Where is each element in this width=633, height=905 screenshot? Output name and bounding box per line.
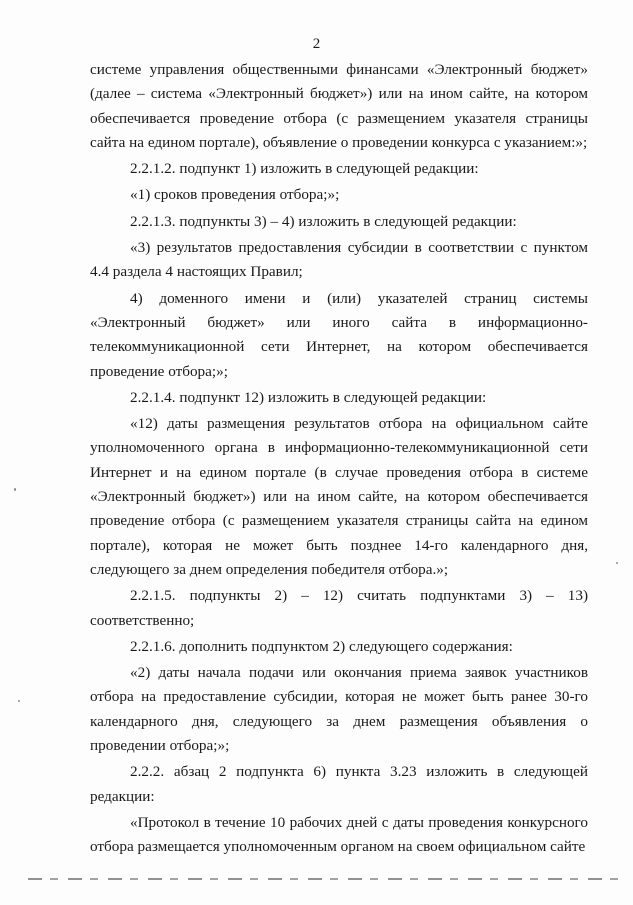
paragraph-6: 4) доменного имени и (или) указателей страниц системы «Электронный бюджет» или иного сайта в информационно-телекоммуникационной сети Интернет, на котором обеспечивается проведение отбора;»; (90, 289, 588, 380)
scan-artifact-dot (18, 700, 20, 702)
document-body (90, 58, 588, 860)
paragraph-3: «1) сроков проведения отбора;»; (130, 186, 340, 204)
paragraph-5: «3) результатов предоставления субсидии в соответствии с пунктом 4.4 раздела 4 настоящих Правил; (90, 239, 588, 281)
paragraph-13: «Протокол в течение 10 рабочих дней с даты проведения конкурсного отбора размещается уполномоченным органом на своем официальном сайте (90, 813, 588, 856)
paragraph-2: 2.2.1.2. подпункт 1) изложить в следующей редакции: (130, 160, 479, 178)
page-number: 2 (312, 36, 321, 52)
paragraph-10: 2.2.1.6. дополнить подпунктом 2) следующего содержания: (130, 637, 513, 655)
paragraph-1: системе управления общественными финансами «Электронный бюджет» (далее – система «Электронный бюджет») или на ином сайте, на котором обеспечивается проведение отбора (с размещением указателя страницы сайта на едином портале), объявление о проведении конкурса с указанием:»; (90, 61, 588, 151)
scan-artifact-dot (616, 562, 618, 564)
paragraph-9: 2.2.1.5. подпункты 2) – 12) считать подпунктами 3) – 13) соответственно; (90, 587, 588, 629)
paragraph-11: «2) даты начала подачи или окончания приема заявок участников отбора на предоставление субсидии, которая не может быть ранее 30-го календарного дня, следующего за днем размещения объявления о проведении отбора;»; (90, 664, 588, 755)
scan-artifact-line (28, 878, 618, 880)
scan-artifact-dot (14, 488, 16, 491)
paragraph-8: «12) даты размещения результатов отбора на официальном сайте уполномоченного органа в информационно-телекоммуникационной сети Интернет и на едином портале (в случае проведения отбора в системе «Электронный бюджет») или на ином сайте, на котором обеспечивается проведение отбора (с размещением указателя страницы сайта на едином портале), которая не может быть позднее 14-го календарного дня, следующего за днем определения победителя отбора.»; (90, 415, 588, 578)
paragraph-12: 2.2.2. абзац 2 подпункта 6) пункта 3.23 изложить в следующей редакции: (90, 763, 588, 805)
paragraph-7: 2.2.1.4. подпункт 12) изложить в следующей редакции: (130, 388, 487, 406)
paragraph-4: 2.2.1.3. подпункты 3) – 4) изложить в следующей редакции: (130, 212, 517, 230)
